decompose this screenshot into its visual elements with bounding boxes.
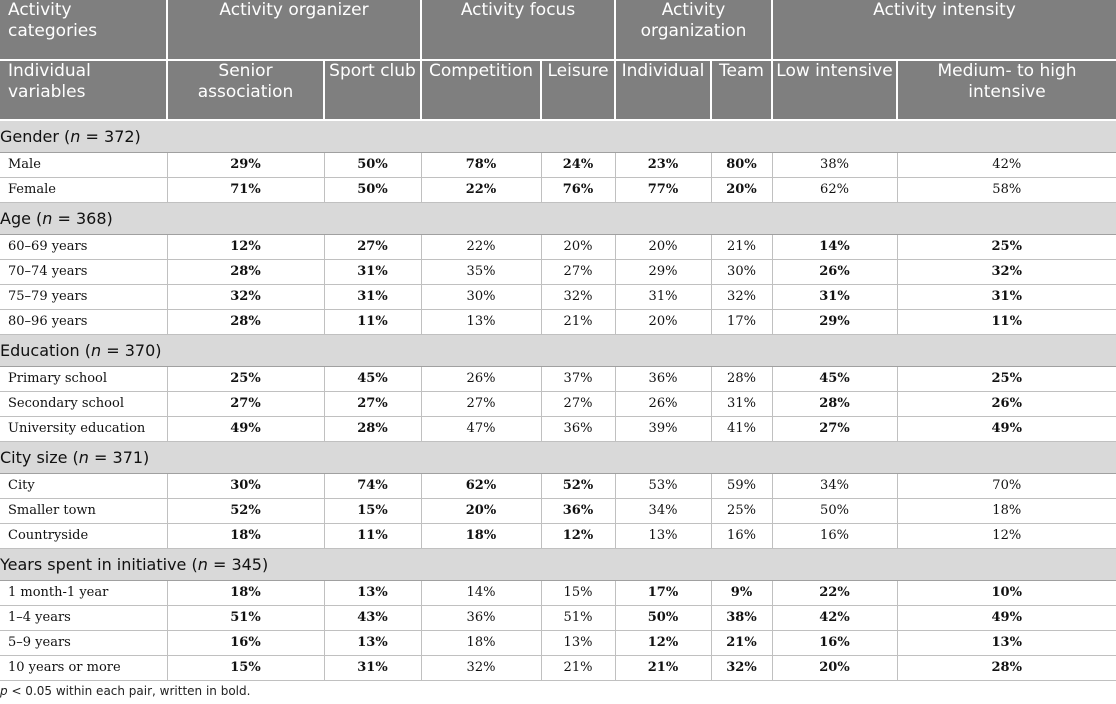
table-cell: 16% — [772, 630, 897, 655]
row-label: Male — [0, 152, 167, 177]
row-label: Female — [0, 177, 167, 202]
section-title-text: Gender ( — [0, 126, 71, 146]
table-cell: 13% — [615, 523, 711, 548]
table-row — [0, 523, 1116, 548]
section-title-text: Education ( — [0, 340, 91, 360]
table-cell: 18% — [421, 630, 541, 655]
table-cell: 16% — [711, 523, 772, 548]
table-cell: 21% — [615, 655, 711, 680]
section-header-row — [0, 202, 1116, 234]
table-cell: 36% — [541, 416, 615, 441]
table-cell: 23% — [615, 152, 711, 177]
table-cell: 38% — [711, 605, 772, 630]
table-cell: 18% — [167, 580, 324, 605]
table-cell: 32% — [421, 655, 541, 680]
header-team: Team — [711, 60, 772, 120]
table-cell: 17% — [711, 309, 772, 334]
section-n-value: = 370) — [101, 340, 162, 360]
table-row — [0, 630, 1116, 655]
table-cell: 11% — [324, 309, 421, 334]
table-cell: 58% — [897, 177, 1116, 202]
header-low-intensive: Low intensive — [772, 60, 897, 120]
table-cell: 45% — [772, 366, 897, 391]
table-cell: 25% — [897, 366, 1116, 391]
header-leisure: Leisure — [541, 60, 615, 120]
table-cell: 78% — [421, 152, 541, 177]
row-label: Secondary school — [0, 391, 167, 416]
section-title — [0, 334, 1116, 366]
table-cell: 26% — [772, 259, 897, 284]
table-cell: 29% — [167, 152, 324, 177]
table-cell: 59% — [711, 473, 772, 498]
table-cell: 49% — [897, 416, 1116, 441]
table-cell: 36% — [541, 498, 615, 523]
table-cell: 28% — [167, 309, 324, 334]
table-cell: 27% — [541, 391, 615, 416]
table-cell: 12% — [615, 630, 711, 655]
row-label: Primary school — [0, 366, 167, 391]
table-cell: 20% — [541, 234, 615, 259]
table-cell: 36% — [615, 366, 711, 391]
table-row — [0, 309, 1116, 334]
header-row-variables — [0, 60, 1116, 120]
table-cell: 51% — [167, 605, 324, 630]
table-cell: 50% — [324, 152, 421, 177]
table-cell: 13% — [541, 630, 615, 655]
table-cell: 20% — [615, 309, 711, 334]
section-n-value: = 345) — [207, 554, 269, 574]
section-n-symbol: n — [70, 126, 81, 146]
header-individual: Individual — [615, 60, 711, 120]
table-cell: 39% — [615, 416, 711, 441]
table-cell: 16% — [167, 630, 324, 655]
table-cell: 50% — [772, 498, 897, 523]
row-label: Smaller town — [0, 498, 167, 523]
header-sport-club: Sport club — [324, 60, 421, 120]
table-cell: 28% — [711, 366, 772, 391]
table-cell: 24% — [541, 152, 615, 177]
section-title-text: City size ( — [0, 447, 79, 467]
table-cell: 13% — [324, 580, 421, 605]
table-cell: 36% — [421, 605, 541, 630]
table-cell: 31% — [772, 284, 897, 309]
table-cell: 14% — [421, 580, 541, 605]
section-header-row — [0, 548, 1116, 580]
table-cell: 12% — [541, 523, 615, 548]
table-cell: 31% — [324, 259, 421, 284]
table-cell: 71% — [167, 177, 324, 202]
row-label: 70–74 years — [0, 259, 167, 284]
table-cell: 15% — [167, 655, 324, 680]
table-cell: 32% — [897, 259, 1116, 284]
row-label: 60–69 years — [0, 234, 167, 259]
table-cell: 31% — [324, 284, 421, 309]
section-title — [0, 120, 1116, 152]
section-title-text: Age ( — [0, 208, 43, 228]
header-activity-categories: Activity categories — [0, 0, 167, 60]
header-activity-focus: Activity focus — [421, 0, 615, 60]
table-cell: 41% — [711, 416, 772, 441]
table-cell: 12% — [167, 234, 324, 259]
header-senior-association: Senior association — [167, 60, 324, 120]
section-n-value: = 372) — [80, 126, 141, 146]
section-title — [0, 202, 1116, 234]
table-cell: 25% — [897, 234, 1116, 259]
table-cell: 62% — [772, 177, 897, 202]
section-n-value: = 368) — [52, 208, 113, 228]
table-cell: 34% — [615, 498, 711, 523]
row-label: 1–4 years — [0, 605, 167, 630]
table-cell: 20% — [772, 655, 897, 680]
table-cell: 70% — [897, 473, 1116, 498]
section-title — [0, 441, 1116, 473]
table-cell: 18% — [897, 498, 1116, 523]
table-cell: 28% — [324, 416, 421, 441]
row-label: City — [0, 473, 167, 498]
table-row — [0, 391, 1116, 416]
table-row — [0, 605, 1116, 630]
table-cell: 25% — [167, 366, 324, 391]
section-header-row — [0, 120, 1116, 152]
section-n-symbol: n — [78, 447, 89, 467]
row-label: 5–9 years — [0, 630, 167, 655]
table-cell: 29% — [772, 309, 897, 334]
table-cell: 27% — [167, 391, 324, 416]
table-cell: 30% — [421, 284, 541, 309]
table-cell: 31% — [615, 284, 711, 309]
table-cell: 18% — [167, 523, 324, 548]
table-cell: 27% — [421, 391, 541, 416]
table-cell: 22% — [421, 234, 541, 259]
table-cell: 80% — [711, 152, 772, 177]
table-cell: 51% — [541, 605, 615, 630]
table-cell: 15% — [541, 580, 615, 605]
row-label: University education — [0, 416, 167, 441]
table-cell: 53% — [615, 473, 711, 498]
header-medium-high-intensive: Medium- to high intensive — [897, 60, 1116, 120]
table-cell: 31% — [711, 391, 772, 416]
table-cell: 47% — [421, 416, 541, 441]
header-activity-intensity: Activity intensity — [772, 0, 1116, 60]
table-row — [0, 234, 1116, 259]
footnote-text: < 0.05 within each pair, written in bold. — [7, 684, 251, 698]
section-header-row — [0, 334, 1116, 366]
table-row — [0, 655, 1116, 680]
table-cell: 20% — [711, 177, 772, 202]
header-competition: Competition — [421, 60, 541, 120]
section-n-symbol: n — [197, 554, 208, 574]
section-title — [0, 548, 1116, 580]
row-label: 1 month-1 year — [0, 580, 167, 605]
table-row — [0, 498, 1116, 523]
table-cell: 76% — [541, 177, 615, 202]
table-cell: 15% — [324, 498, 421, 523]
table-cell: 45% — [324, 366, 421, 391]
table-cell: 77% — [615, 177, 711, 202]
table-cell: 22% — [772, 580, 897, 605]
table-cell: 22% — [421, 177, 541, 202]
header-individual-variables: Individual variables — [0, 60, 167, 120]
row-label: 10 years or more — [0, 655, 167, 680]
table-cell: 30% — [167, 473, 324, 498]
table-row — [0, 416, 1116, 441]
table-row — [0, 580, 1116, 605]
table-cell: 17% — [615, 580, 711, 605]
table-cell: 50% — [615, 605, 711, 630]
table-cell: 34% — [772, 473, 897, 498]
table-cell: 13% — [421, 309, 541, 334]
table-cell: 27% — [541, 259, 615, 284]
table-row — [0, 177, 1116, 202]
table-cell: 30% — [711, 259, 772, 284]
table-cell: 10% — [897, 580, 1116, 605]
table-cell: 50% — [324, 177, 421, 202]
table-row — [0, 284, 1116, 309]
row-label: 80–96 years — [0, 309, 167, 334]
table-cell: 11% — [897, 309, 1116, 334]
table-cell: 12% — [897, 523, 1116, 548]
table-cell: 13% — [897, 630, 1116, 655]
table-cell: 13% — [324, 630, 421, 655]
table-cell: 32% — [541, 284, 615, 309]
table-cell: 29% — [615, 259, 711, 284]
table-cell: 18% — [421, 523, 541, 548]
table-cell: 42% — [897, 152, 1116, 177]
table-cell: 16% — [772, 523, 897, 548]
table-cell: 49% — [167, 416, 324, 441]
section-n-value: = 371) — [88, 447, 150, 467]
table-cell: 35% — [421, 259, 541, 284]
footnote-p-symbol: p — [0, 684, 8, 698]
section-n-symbol: n — [42, 208, 53, 228]
table-cell: 26% — [615, 391, 711, 416]
footnote — [0, 684, 250, 698]
section-title-text: Years spent in initiative ( — [0, 554, 198, 574]
table-cell: 27% — [772, 416, 897, 441]
table-cell: 21% — [711, 630, 772, 655]
header-row-categories — [0, 0, 1116, 60]
table-cell: 52% — [167, 498, 324, 523]
table-cell: 27% — [324, 391, 421, 416]
table-cell: 31% — [324, 655, 421, 680]
table-cell: 37% — [541, 366, 615, 391]
table-cell: 28% — [772, 391, 897, 416]
table-cell: 32% — [167, 284, 324, 309]
table-cell: 21% — [711, 234, 772, 259]
table-cell: 21% — [541, 655, 615, 680]
table-cell: 20% — [421, 498, 541, 523]
table-cell: 11% — [324, 523, 421, 548]
row-label: 75–79 years — [0, 284, 167, 309]
table-cell: 20% — [615, 234, 711, 259]
header-activity-organizer: Activity organizer — [167, 0, 421, 60]
table-cell: 38% — [772, 152, 897, 177]
table-cell: 31% — [897, 284, 1116, 309]
header-activity-organization: Activity organization — [615, 0, 772, 60]
table-cell: 26% — [897, 391, 1116, 416]
table-cell: 42% — [772, 605, 897, 630]
table-cell: 43% — [324, 605, 421, 630]
table-cell: 14% — [772, 234, 897, 259]
section-header-row — [0, 441, 1116, 473]
table-cell: 28% — [167, 259, 324, 284]
table-row — [0, 259, 1116, 284]
table-cell: 9% — [711, 580, 772, 605]
table-cell: 25% — [711, 498, 772, 523]
table-cell: 74% — [324, 473, 421, 498]
table-row — [0, 152, 1116, 177]
table-row — [0, 366, 1116, 391]
table-cell: 62% — [421, 473, 541, 498]
table-cell: 27% — [324, 234, 421, 259]
table-cell: 28% — [897, 655, 1116, 680]
table-row — [0, 473, 1116, 498]
table-cell: 26% — [421, 366, 541, 391]
table-cell: 52% — [541, 473, 615, 498]
row-label: Countryside — [0, 523, 167, 548]
table-cell: 32% — [711, 284, 772, 309]
table-cell: 32% — [711, 655, 772, 680]
table-cell: 49% — [897, 605, 1116, 630]
section-n-symbol: n — [90, 340, 102, 360]
table-cell: 21% — [541, 309, 615, 334]
